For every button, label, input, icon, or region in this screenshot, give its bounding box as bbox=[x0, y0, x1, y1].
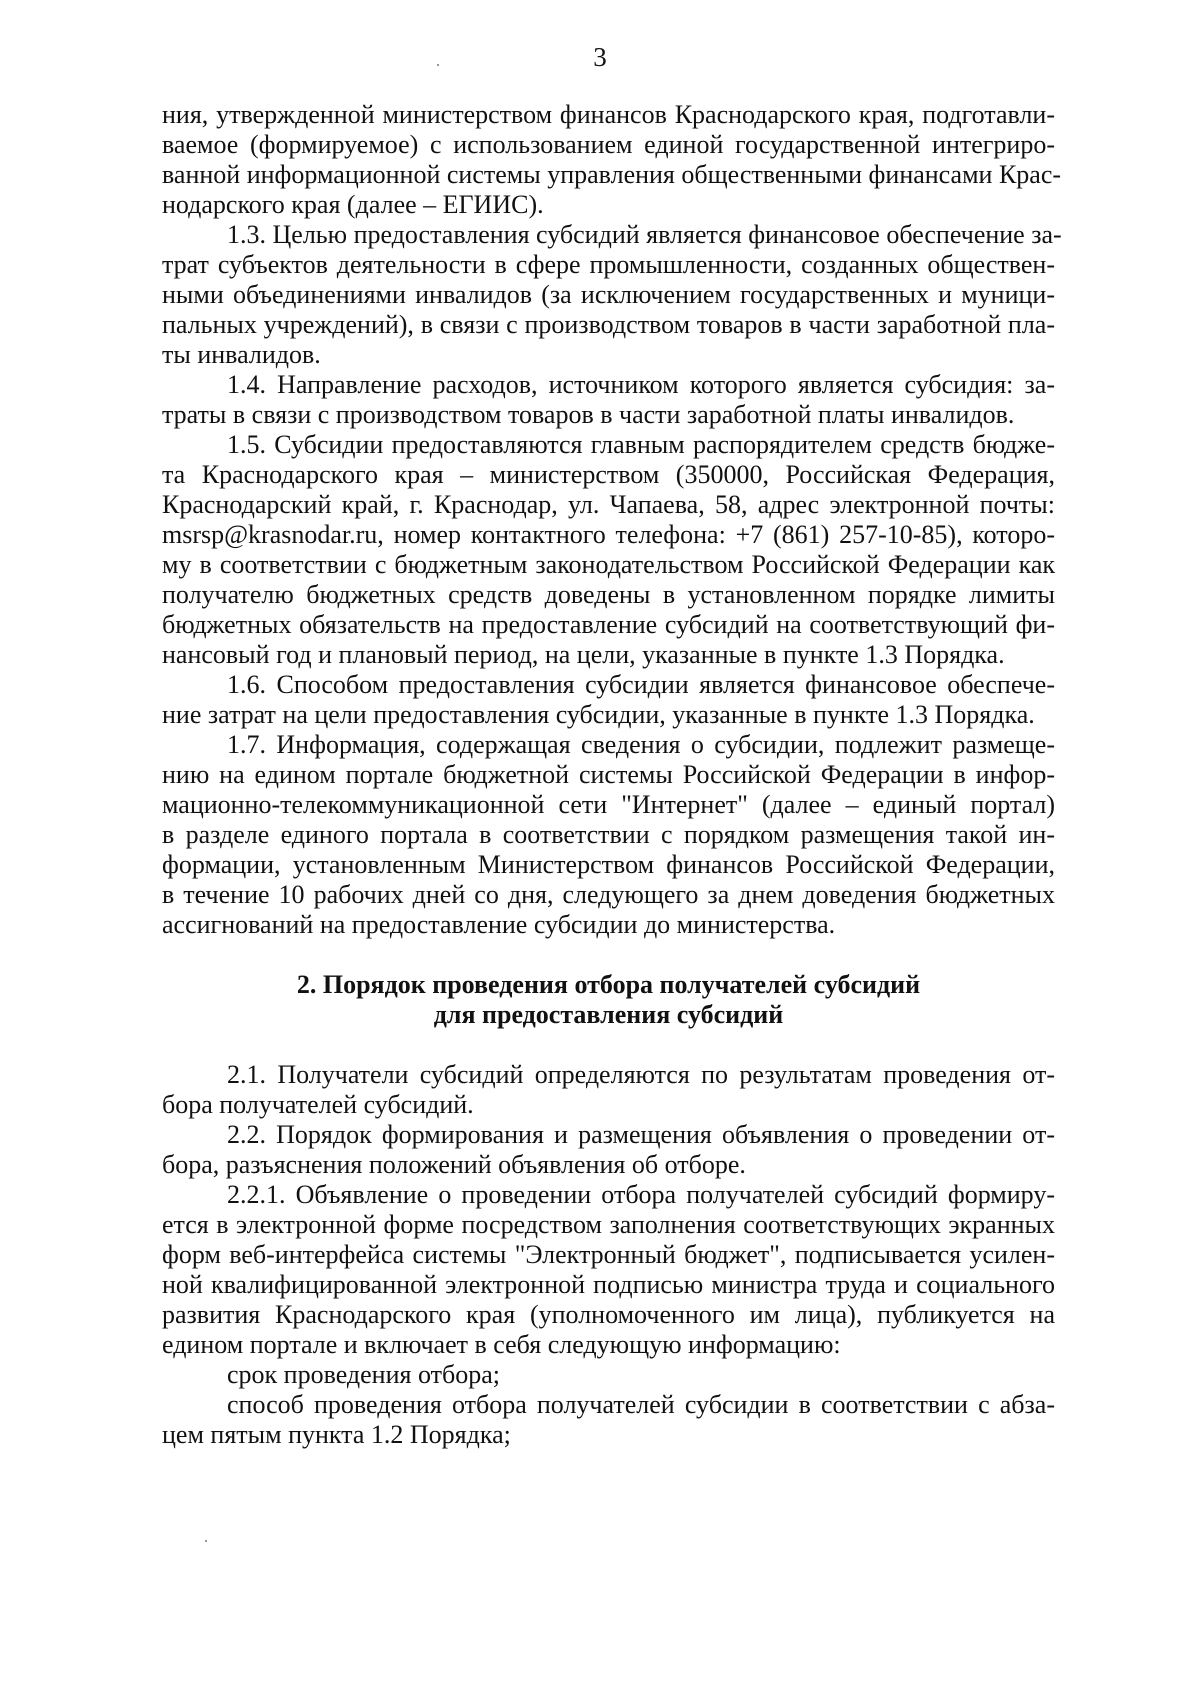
text-line: ваемое (формируемое) с использованием единой государственной интегриро- bbox=[162, 130, 1055, 159]
scan-speck bbox=[205, 1540, 207, 1542]
text-line: 1.6. Способом предоставления субсидии является финансовое обеспече- bbox=[227, 670, 1055, 699]
paragraph-1-4 bbox=[162, 370, 1055, 430]
text-line: 2.1. Получатели субсидий определяются по результатам проведения от- bbox=[227, 1060, 1055, 1089]
text-line: развития Краснодарского края (уполномоченного им лица), публикуется на bbox=[162, 1300, 1055, 1329]
paragraph-1-3 bbox=[162, 220, 1062, 370]
text-line: трат субъектов деятельности в сфере промышленности, созданных обществен- bbox=[162, 250, 1055, 279]
paragraph-2-2 bbox=[162, 1120, 1055, 1180]
text-line: 2.2.1. Объявление о проведении отбора получателей субсидий формиру- bbox=[227, 1180, 1055, 1209]
paragraph-1-7 bbox=[162, 730, 1055, 940]
text-line: форм веб-интерфейса системы "Электронный бюджет", подписывается усилен- bbox=[162, 1240, 1055, 1269]
text-line: бора, разъяснения положений объявления об отборе. bbox=[162, 1150, 746, 1179]
text-line: получателю бюджетных средств доведены в установленном порядке лимиты bbox=[162, 580, 1055, 609]
text-line: 2.2. Порядок формирования и размещения объявления о проведении от- bbox=[227, 1120, 1055, 1149]
text-line: срок проведения отбора; bbox=[227, 1360, 500, 1389]
scan-speck bbox=[437, 64, 439, 66]
text-line: му в соответствии с бюджетным законодательством Российской Федерации как bbox=[162, 550, 1055, 579]
heading-line: 2. Порядок проведения отбора получателей субсидий bbox=[296, 970, 921, 999]
text-line: нодарского края (далее – ЕГИИС). bbox=[162, 190, 544, 219]
text-line: бора получателей субсидий. bbox=[162, 1090, 474, 1119]
text-line: способ проведения отбора получателей субсидии в соответствии с абза- bbox=[227, 1390, 1055, 1419]
page-number: 3 bbox=[593, 42, 607, 72]
text-line: ассигнований на предоставление субсидии до министерства. bbox=[162, 910, 836, 939]
text-line: пальных учреждений), в связи с производством товаров в части заработной пла- bbox=[162, 310, 1055, 339]
text-line: ния, утвержденной министерством финансов Краснодарского края, подготавли- bbox=[162, 100, 1055, 129]
text-line: траты в связи с производством товаров в части заработной платы инвалидов. bbox=[162, 400, 1015, 429]
paragraph-2-2-1 bbox=[162, 1180, 1055, 1360]
text-line: мационно-телекоммуникационной сети "Интернет" (далее – единый портал) bbox=[162, 790, 1055, 819]
text-line: 1.4. Направление расходов, источником которого является субсидия: за- bbox=[227, 370, 1055, 399]
text-line: ной квалифицированной электронной подписью министра труда и социального bbox=[162, 1270, 1055, 1299]
text-line: 1.7. Информация, содержащая сведения о субсидии, подлежит размеще- bbox=[227, 730, 1055, 759]
text-line: ется в электронной форме посредством заполнения соответствующих экранных bbox=[162, 1210, 1055, 1239]
paragraph-1-5 bbox=[162, 430, 1055, 670]
document-body bbox=[162, 100, 1062, 1450]
paragraph-continuation bbox=[162, 100, 1062, 220]
list-item-method bbox=[162, 1390, 1055, 1450]
text-line: 1.3. Целью предоставления субсидий является финансовое обеспечение за- bbox=[227, 220, 1062, 249]
text-line: бюджетных обязательств на предоставление субсидий на соответствующий фи- bbox=[162, 610, 1055, 639]
text-line: та Краснодарского края – министерством (350000, Российская Федерация, bbox=[162, 460, 1055, 489]
text-line: едином портале и включает в себя следующую информацию: bbox=[162, 1330, 841, 1359]
text-line: ванной информационной системы управления общественными финансами Крас- bbox=[162, 160, 1062, 189]
paragraph-2-1 bbox=[162, 1060, 1055, 1120]
heading-line: для предоставления субсидий bbox=[433, 1000, 784, 1029]
text-line: 1.5. Субсидии предоставляются главным распорядителем средств бюдже- bbox=[227, 430, 1055, 459]
text-line: в течение 10 рабочих дней со дня, следующего за днем доведения бюджетных bbox=[162, 880, 1055, 909]
text-line: ты инвалидов. bbox=[162, 340, 321, 369]
section-2-heading bbox=[162, 970, 1055, 1030]
text-line: нансовый год и плановый период, на цели, указанные в пункте 1.3 Порядка. bbox=[162, 640, 1005, 669]
text-line: цем пятым пункта 1.2 Порядка; bbox=[162, 1420, 511, 1449]
paragraph-1-6 bbox=[162, 670, 1055, 730]
text-line: ными объединениями инвалидов (за исключением государственных и муници- bbox=[162, 280, 1055, 309]
text-line: msrsp@krasnodar.ru, номер контактного телефона: +7 (861) 257-10-85), которо- bbox=[162, 520, 1055, 549]
text-line: ние затрат на цели предоставления субсидии, указанные в пункте 1.3 Порядка. bbox=[162, 700, 1035, 729]
text-line: формации, установленным Министерством финансов Российской Федерации, bbox=[162, 850, 1055, 879]
text-line: в разделе единого портала в соответствии с порядком размещения такой ин- bbox=[162, 820, 1055, 849]
text-line: Краснодарский край, г. Краснодар, ул. Чапаева, 58, адрес электронной почты: bbox=[162, 490, 1055, 519]
list-item-term bbox=[162, 1360, 1055, 1390]
text-line: нию на едином портале бюджетной системы Российской Федерации в инфор- bbox=[162, 760, 1055, 789]
